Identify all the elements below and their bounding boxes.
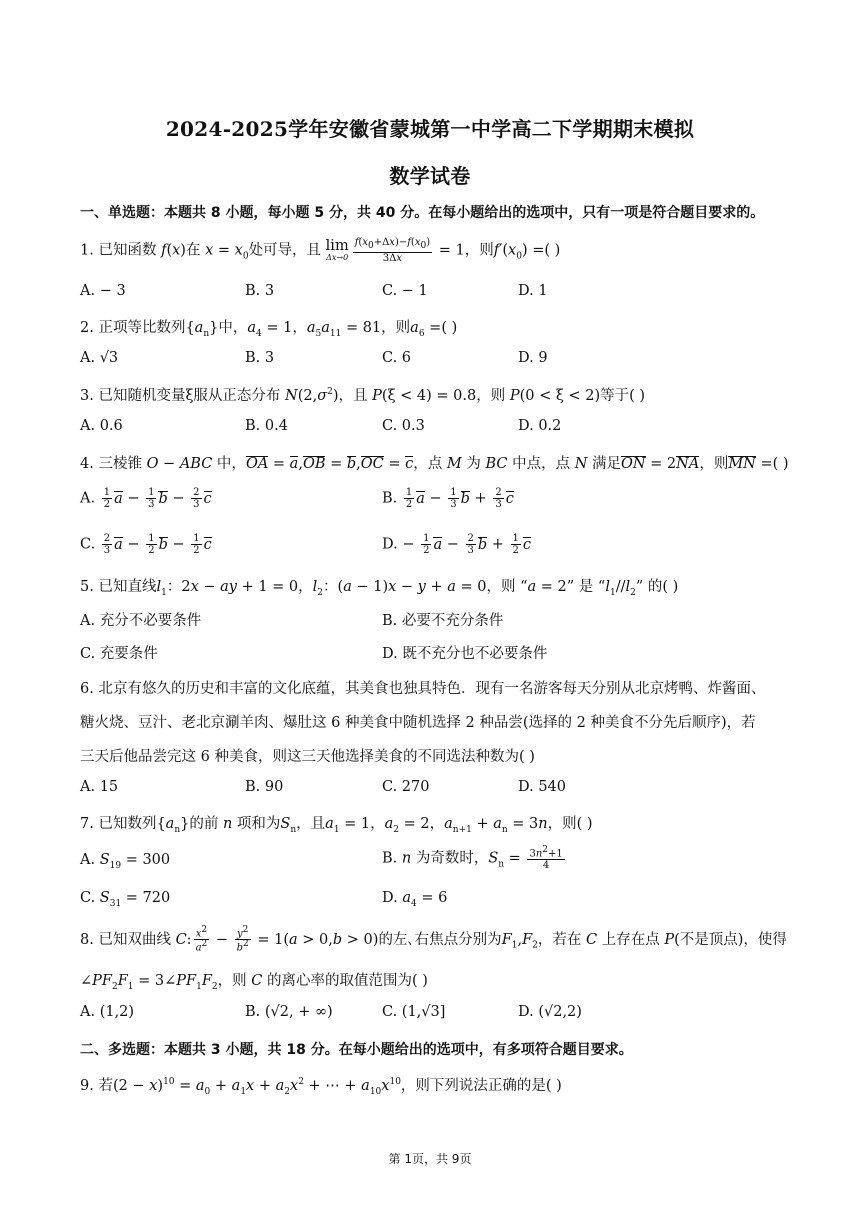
question-1: 1. 已知函数 f(x)在 $x = x_0$处可导，且 lim Δx→0 $\frac{f(x_0+\Delta x)-f(x_0)}{3\Delta x}$ = 1，则$f'(x_0)$ =( )	[80, 237, 561, 264]
q6-option-d: D. 540	[518, 779, 567, 795]
q5-option-d: D. 既不充分也不必要条件	[382, 646, 548, 662]
q5-option-a: A. 充分不必要条件	[80, 613, 202, 629]
question-7: 7. 已知数列$\{a_n\}$的前 n 项和为$S_n$，且$a_1 = 1$，$a_2 = 2$，$a_{n+1} + a_n = 3n$，则( )	[80, 816, 593, 835]
q3-option-b: B. 0.4	[245, 418, 288, 434]
q8-option-d: D. (√2,2)	[518, 1004, 582, 1020]
q1-option-c: C. − 1	[382, 283, 428, 299]
exam-title: 2024-2025学年安徽省蒙城第一中学高二下学期期末模拟	[165, 117, 695, 141]
question-6-line-3: 三天后他品尝完这 6 种美食，则这三天他选择美食的不同选法种数为( )	[80, 749, 535, 765]
exam-subtitle: 数学试卷	[389, 164, 471, 188]
q1-option-d: D. 1	[518, 283, 548, 299]
q8-option-c: C. (1,√3]	[382, 1004, 446, 1020]
q1-option-b: B. 3	[245, 283, 275, 299]
question-9: 9. 若$(2 - x)^{10} = a_0 + a_1x + a_2x^2$ + ⋯ + $a_{10}x^{10}$，则下列说法正确的是( )	[80, 1077, 562, 1097]
page-footer: 第 1页，共 9页	[388, 1152, 472, 1166]
q2-option-c: C. 6	[382, 350, 412, 366]
q8-option-b: B. (√2, + ∞)	[245, 1004, 333, 1020]
q2-option-a: A. √3	[80, 350, 119, 366]
question-4: 4. 三棱锥 O − ABC 中，OA = a,OB = b,OC = c，点 M 为 BC 中点，点 N 满足ON = 2NA，则MN =( )	[80, 456, 789, 472]
q3-option-d: D. 0.2	[518, 418, 562, 434]
question-6-line-1: 6. 北京有悠久的历史和丰富的文化底蕴，其美食也独具特色．现有一名游客每天分别从北京烤鸭、炸酱面、	[80, 681, 766, 697]
question-6-line-2: 糖火烧、豆汁、老北京涮羊肉、爆肚这 6 种美食中随机选择 2 种品尝(选择的 2 种美食不分先后顺序)，若	[80, 715, 756, 731]
q7-option-a: A. $S_{19} = 300$	[80, 852, 171, 871]
question-3: 3. 已知随机变量ξ服从正态分布 $N(2,\sigma^2)$，且 P(ξ < 4) = 0.8，则 P(0 < ξ < 2)等于( )	[80, 387, 646, 404]
q4-option-b: B. $\frac{1}{2}$ a − $\frac{1}{3}$ b + $\frac{2}{3}$ c	[382, 487, 514, 510]
section-multiple-choice: 二、多选题：本题共 3 小题，共 18 分。在每小题给出的选项中，有多项符合题目要求。	[80, 1042, 633, 1058]
question-5: 5. 已知直线$l_1$：2x − ay + 1 = 0，$l_2$：(a − 1)x − y + a = 0，则 “a = 2” 是 “$l_1//l_2$” 的( )	[80, 579, 679, 598]
q6-option-b: B. 90	[245, 779, 284, 795]
q4-option-a: A. $\frac{1}{2}$ a − $\frac{1}{3}$ b − $\frac{2}{3}$ c	[80, 487, 212, 510]
q1-option-a: A. − 3	[80, 283, 126, 299]
q7-option-c: C. $S_{31} = 720$	[80, 890, 171, 909]
q6-option-c: C. 270	[382, 779, 430, 795]
question-8-line-2: $\angle PF_2F_1$ = $3\angle PF_1F_2$，则 C 的离心率的取值范围为( )	[80, 973, 428, 992]
q5-option-c: C. 充要条件	[80, 646, 158, 662]
q7-option-d: D. $a_4 = 6$	[382, 890, 448, 909]
q5-option-b: B. 必要不充分条件	[382, 613, 504, 629]
section-single-choice: 一、单选题：本题共 8 小题，每小题 5 分，共 40 分。在每小题给出的选项中，只有一项是符合题目要求的。	[80, 205, 765, 221]
q4-option-c: C. $\frac{2}{3}$ a − $\frac{1}{2}$ b − $\frac{1}{2}$ c	[80, 533, 212, 556]
q7-option-b: B. n 为奇数时，$S_n$ = $\frac{3n^2+1}{4}$	[382, 845, 563, 872]
question-8-line-1: 8. 已知双曲线 C: $\frac{x^2}{a^2}$ − $\frac{y^2}{b^2}$ = 1(a > 0,b > 0)的左､右焦点分别为$F_1,F_2$，若在 C 上存在点 P(不是顶点)，使得	[80, 925, 787, 954]
q3-option-c: C. 0.3	[382, 418, 425, 434]
q4-option-d: D. − $\frac{1}{2}$ a − $\frac{2}{3}$ b + $\frac{1}{2}$ c	[382, 533, 532, 556]
q2-option-d: D. 9	[518, 350, 548, 366]
question-2: 2. 正项等比数列$\{a_n\}$中，$a_4 = 1$，$a_5a_{11} = 81$，则$a_6$ =( )	[80, 320, 458, 339]
q6-option-a: A. 15	[80, 779, 119, 795]
q3-option-a: A. 0.6	[80, 418, 123, 434]
q8-option-a: A. (1,2)	[80, 1004, 135, 1020]
q2-option-b: B. 3	[245, 350, 275, 366]
